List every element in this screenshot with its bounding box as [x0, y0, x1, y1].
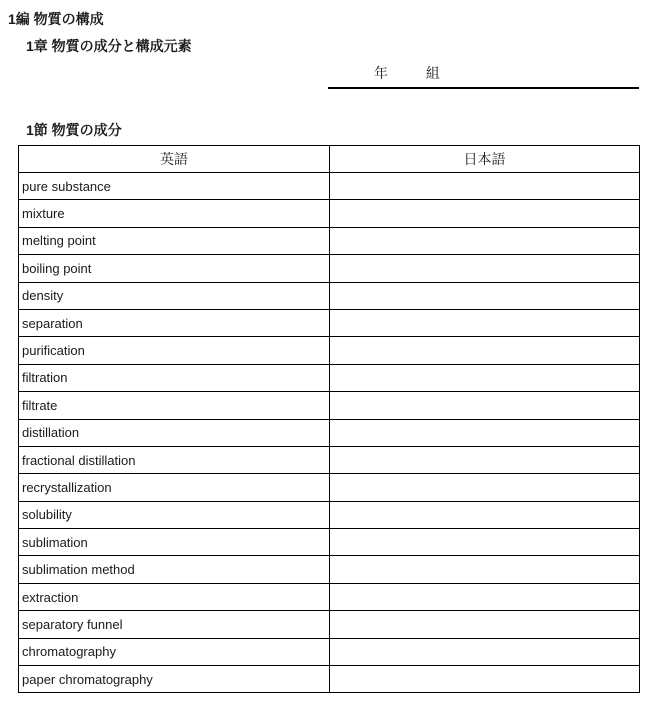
english-term-cell: melting point	[19, 227, 330, 254]
japanese-answer-cell[interactable]	[330, 666, 640, 693]
book-title: 1編 物質の構成	[8, 11, 104, 27]
class-label: 組	[425, 65, 440, 81]
table-row	[19, 282, 640, 309]
table-row	[19, 364, 640, 391]
english-term-cell: filtrate	[19, 392, 330, 419]
japanese-answer-cell[interactable]	[330, 446, 640, 473]
year-label: 年	[374, 65, 388, 81]
english-term-cell: chromatography	[19, 638, 330, 665]
japanese-column-header: 日本語	[330, 146, 640, 173]
japanese-answer-cell[interactable]	[330, 611, 640, 638]
table-row	[19, 309, 640, 336]
japanese-answer-cell[interactable]	[330, 501, 640, 528]
japanese-answer-cell[interactable]	[330, 309, 640, 336]
table-row	[19, 611, 640, 638]
vocabulary-table	[18, 145, 640, 693]
table-row	[19, 638, 640, 665]
table-row	[19, 419, 640, 446]
english-term-cell: boiling point	[19, 255, 330, 282]
table-header-row	[19, 146, 640, 173]
vocab-table-body	[19, 173, 640, 693]
japanese-answer-cell[interactable]	[330, 227, 640, 254]
english-term-cell: purification	[19, 337, 330, 364]
english-term-cell: recrystallization	[19, 474, 330, 501]
japanese-answer-cell[interactable]	[330, 337, 640, 364]
english-term-cell: fractional distillation	[19, 446, 330, 473]
japanese-answer-cell[interactable]	[330, 173, 640, 200]
english-term-cell: sublimation	[19, 529, 330, 556]
chapter-title: 1章 物質の成分と構成元素	[26, 38, 192, 54]
table-row	[19, 255, 640, 282]
table-row	[19, 474, 640, 501]
english-term-cell: paper chromatography	[19, 666, 330, 693]
table-row	[19, 529, 640, 556]
japanese-answer-cell[interactable]	[330, 419, 640, 446]
table-row	[19, 556, 640, 583]
english-term-cell: separation	[19, 309, 330, 336]
japanese-answer-cell[interactable]	[330, 529, 640, 556]
english-term-cell: distillation	[19, 419, 330, 446]
table-row	[19, 392, 640, 419]
english-term-cell: separatory funnel	[19, 611, 330, 638]
japanese-answer-cell[interactable]	[330, 556, 640, 583]
table-row	[19, 666, 640, 693]
japanese-answer-cell[interactable]	[330, 638, 640, 665]
japanese-answer-cell[interactable]	[330, 392, 640, 419]
japanese-answer-cell[interactable]	[330, 364, 640, 391]
table-row	[19, 501, 640, 528]
table-row	[19, 583, 640, 610]
english-column-header: 英語	[19, 146, 330, 173]
table-row	[19, 200, 640, 227]
japanese-answer-cell[interactable]	[330, 255, 640, 282]
english-term-cell: sublimation method	[19, 556, 330, 583]
section-title: 1節 物質の成分	[26, 122, 122, 138]
table-row	[19, 446, 640, 473]
english-term-cell: solubility	[19, 501, 330, 528]
japanese-answer-cell[interactable]	[330, 583, 640, 610]
japanese-answer-cell[interactable]	[330, 200, 640, 227]
japanese-answer-cell[interactable]	[330, 474, 640, 501]
table-row	[19, 227, 640, 254]
english-term-cell: pure substance	[19, 173, 330, 200]
table-row	[19, 337, 640, 364]
table-row	[19, 173, 640, 200]
japanese-answer-cell[interactable]	[330, 282, 640, 309]
year-class-fill-in-line[interactable]	[328, 62, 639, 89]
english-term-cell: extraction	[19, 583, 330, 610]
english-term-cell: mixture	[19, 200, 330, 227]
english-term-cell: density	[19, 282, 330, 309]
english-term-cell: filtration	[19, 364, 330, 391]
